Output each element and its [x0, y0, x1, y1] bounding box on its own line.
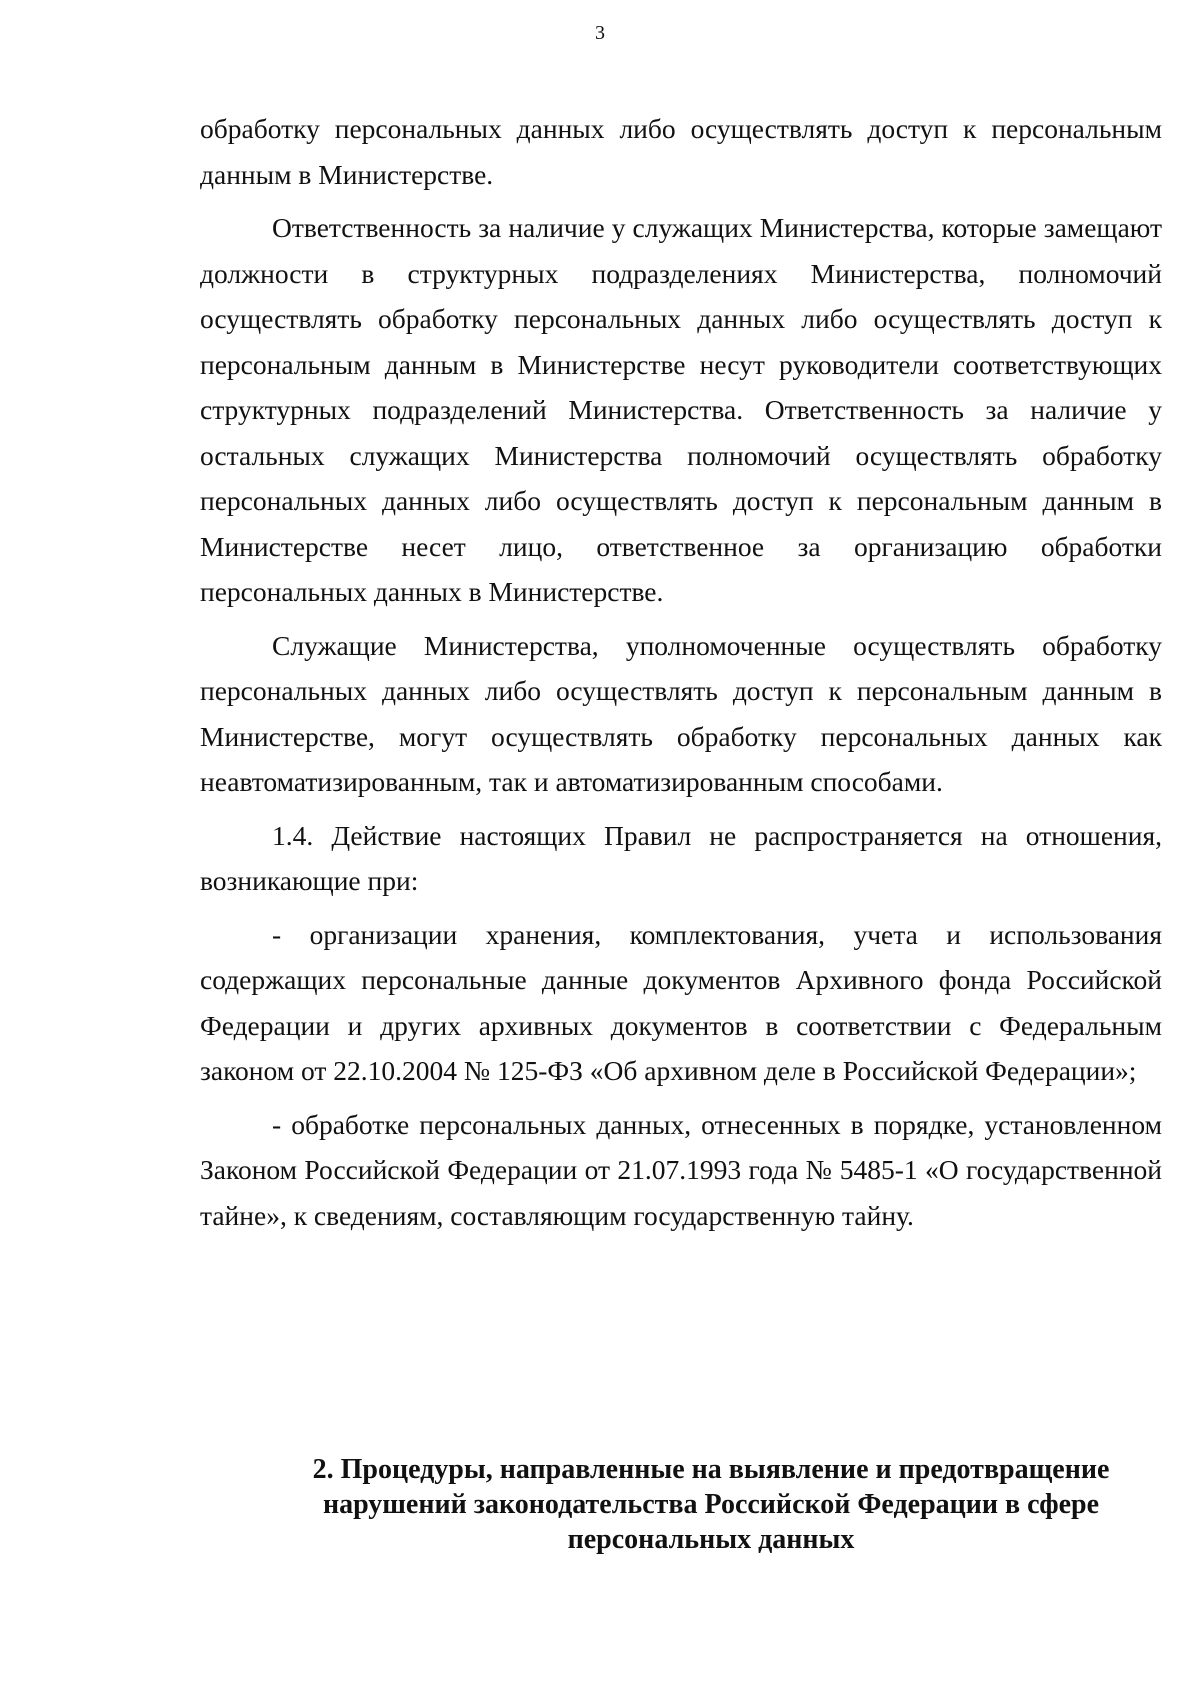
- section-heading-line-2: нарушений законодательства Российской Федерации в сфере: [322, 1489, 1100, 1520]
- section-heading-line-3: персональных данных: [567, 1524, 855, 1555]
- section-heading: [200, 1452, 1162, 1557]
- list-item-archive: - организации хранения, комплектования, учета и использования содержащих персональные данные документов Архивного фонда Российской Федерации и других архивных документов в соответствии с Федеральным законом от 22.10.2004 № 125-ФЗ «Об архивном деле в Российской Федерации»;: [200, 918, 1162, 1086]
- paragraph-clause-1-4: 1.4. Действие настоящих Правил не распространяется на отношения, возникающие при:: [200, 819, 1162, 896]
- section-heading-line-1: 2. Процедуры, направленные на выявление и предотвращение: [312, 1454, 1110, 1485]
- paragraph-continuation: обработку персональных данных либо осуществлять доступ к персональным данным в Министерстве.: [200, 113, 1162, 190]
- paragraph-responsibility: Ответственность за наличие у служащих Министерства, которые замещают должности в структурных подразделениях Министерства, полномочий осуществлять обработку персональных данных либо осуществлять доступ к персональным данным в Министерстве несут руководители соответствующих структурных подразделений Министерства. Ответственность за наличие у остальных служащих Министерства полномочий осуществлять обработку персональных данных либо осуществлять доступ к персональным данным в Министерстве несет лицо, ответственное за организацию обработки персональных данных в Министерстве.: [200, 212, 1162, 607]
- page-number: 3: [595, 22, 605, 44]
- paragraph-employees: Служащие Министерства, уполномоченные осуществлять обработку персональных данных либо осуществлять доступ к персональным данным в Министерстве, могут осуществлять обработку персональных данных как неавтоматизированным, так и автоматизированным способами.: [200, 629, 1162, 797]
- document-body: [200, 106, 1162, 1238]
- list-item-state-secret: - обработке персональных данных, отнесенных в порядке, установленном Законом Российской Федерации от 21.07.1993 года № 5485-1 «О государственной тайне», к сведениям, составляющим государственную тайну.: [200, 1108, 1162, 1231]
